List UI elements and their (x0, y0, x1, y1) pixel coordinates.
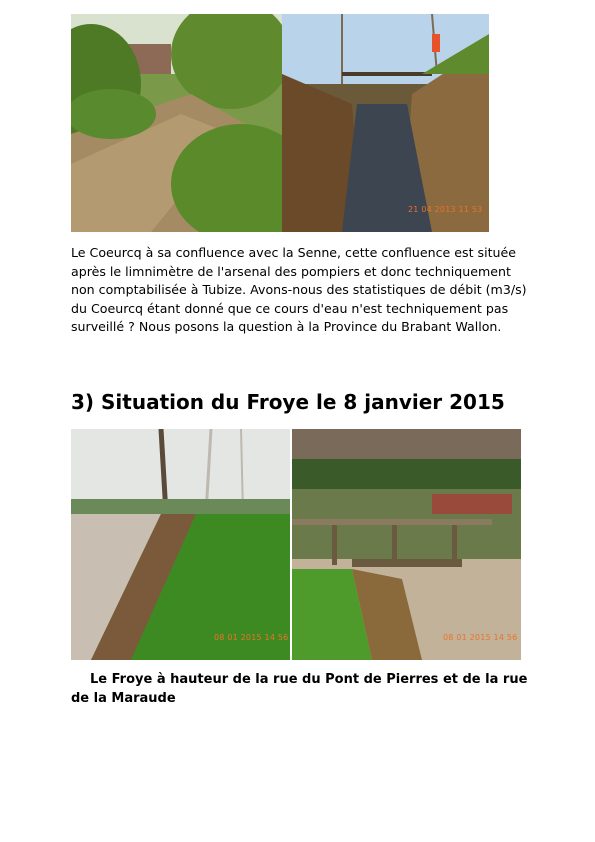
wooden-footbridge-image (292, 429, 521, 660)
photo-timestamp: 21 04 2013 11 53 (408, 205, 483, 214)
flooded-stream-photo (71, 14, 282, 232)
photo-caption: Le Froye à hauteur de la rue du Pont de Pierres et de la rue de la Maraude (71, 672, 528, 706)
section-heading: 3) Situation du Froye le 8 janvier 2015 (71, 390, 505, 414)
flooded-river-meadow-image (71, 429, 290, 660)
channelled-stream-image (282, 14, 489, 232)
photo-timestamp: 08 01 2015 14 56 (443, 633, 518, 642)
channelled-stream-photo (282, 14, 489, 232)
paragraph-coeurcq: Le Coeurcq à sa confluence avec la Senne, cette confluence est située après le limnimètre de l'arsenal des pompiers et donc techniquement non comptabilisée à Tubize. Avons-nous des statistiques de débit (m3/s) du Coeurcq étant donné que ce cours d'eau n'est techniquement pas surveillé ? Nous posons la question à la Province du Brabant Wallon. (71, 245, 527, 335)
flooded-stream-image (71, 14, 282, 232)
flooded-river-meadow-photo (71, 429, 290, 660)
photo-timestamp: 08 01 2015 14 56 (214, 633, 289, 642)
wooden-footbridge-photo (292, 429, 521, 660)
